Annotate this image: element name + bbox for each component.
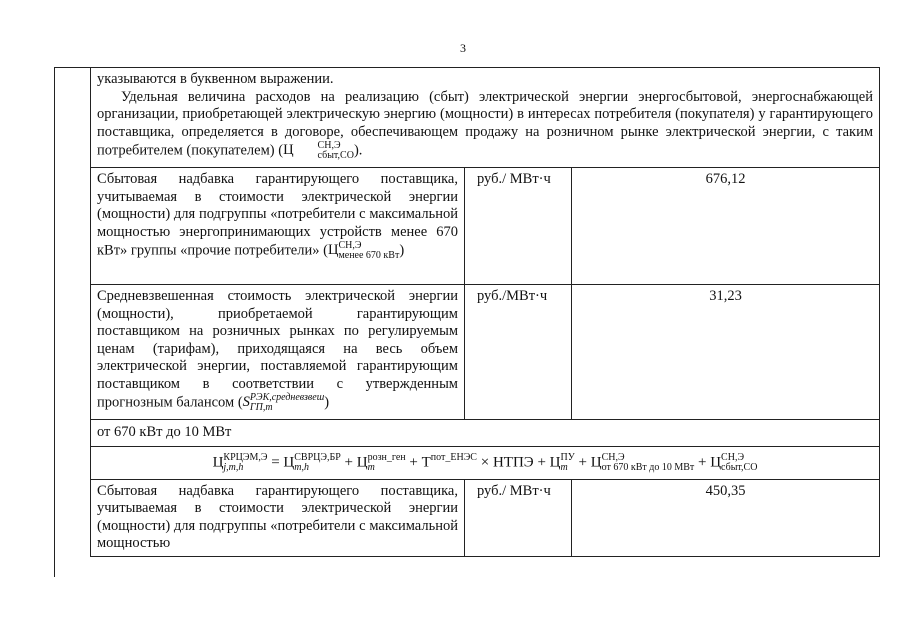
- table-outer-top-border: [54, 67, 90, 68]
- intro-row: [91, 68, 880, 168]
- intro-paragraph-text: Удельная величина расходов на реализацию (сбыт) электрической энергии энергосбытовой, энергоснабжающей организации, приобретающей электрическую энергию (мощности) в интересах потребителя (покупателя) у гарантирующего поставщика, определяется в договоре, обеспечивающем продажу на розничном рынке электрической энергии, с таким потребителем (покупателем) (: [97, 88, 874, 159]
- formula: Ц КРЦЭМ,Э j,m,h = Ц СВРЦЭ,БР m,h + Ц розн_ген m + Т пот_ЕНЭС × НТПЭ + Ц ПУ m + Ц СН,Э от 670 кВт до 10 МВт + Ц СН,Э сбыт,СО: [91, 446, 880, 479]
- table-row: [91, 285, 880, 420]
- row-unit: руб./ МВт·ч: [465, 168, 572, 285]
- table-outer-left-border: [54, 67, 55, 577]
- row-value: 31,23: [572, 285, 880, 420]
- row-description: Сбытовая надбавка гарантирующего поставщика, учитываемая в стоимости электрической энергии (мощности) для подгруппы «потребители с максимальной мощностью энергопринимающих устройств менее 670 кВт» группы «прочие потребители» (Ц СН,Э менее 670 кВт ): [91, 168, 465, 285]
- page-number: 3: [460, 41, 466, 55]
- tariff-table: [90, 67, 880, 557]
- section-row: [91, 420, 880, 447]
- intro-cell: [91, 68, 880, 168]
- intro-symbol: Ц СН,Э сбыт,СО: [283, 140, 354, 161]
- row-description: Сбытовая надбавка гарантирующего поставщика, учитываемая в стоимости электрической энергии (мощности) для подгруппы «потребители с максимальной мощностью: [91, 479, 465, 556]
- table-row: [91, 479, 880, 556]
- section-title: от 670 кВт до 10 МВт: [91, 420, 880, 447]
- table-row: [91, 168, 880, 285]
- row-description: Средневзвешенная стоимость электрической энергии (мощности), приобретаемой гарантирующим поставщиком на розничных рынках по регулируемым ценам (тарифам), приходящаяся на весь объем электрической энергии, поставляемой гарантирующим поставщиком в соответствии с утвержденным прогнозным балансом (S РЭК,средневзвеш ГП,m ): [91, 285, 465, 420]
- intro-paragraph: Удельная величина расходов на реализацию (сбыт) электрической энергии энергосбытовой, энергоснабжающей организации, приобретающей электрическую энергию (мощности) в интересах потребителя (покупателя) у гарантирующего поставщика, определяется в договоре, обеспечивающем продажу на розничном рынке электрической энергии, с таким потребителем (покупателем) (Ц СН,Э сбыт,СО ).: [97, 88, 874, 161]
- row-symbol: Ц СН,Э менее 670 кВт: [327, 240, 400, 261]
- row-symbol: S РЭК,средневзвеш ГП,m: [242, 392, 325, 413]
- row-unit: руб./ МВт·ч: [465, 479, 572, 556]
- formula-row: [91, 446, 880, 479]
- row-unit: руб./МВт·ч: [465, 285, 572, 420]
- row-value: 676,12: [572, 168, 880, 285]
- intro-first-line: указываются в буквенном выражении.: [97, 71, 334, 87]
- row-value: 450,35: [572, 479, 880, 556]
